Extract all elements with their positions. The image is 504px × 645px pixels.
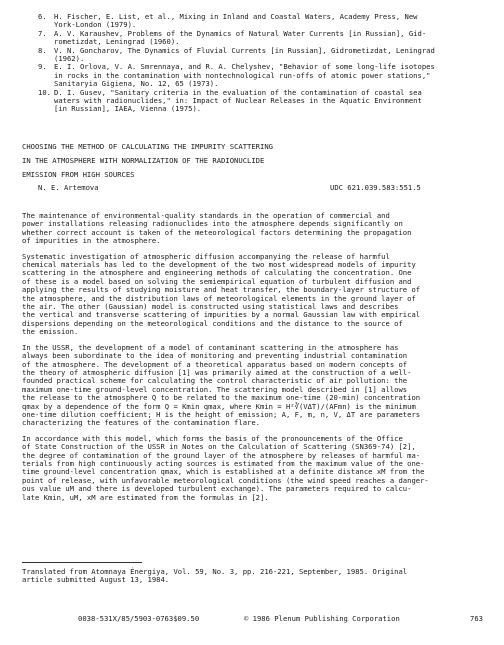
reference-item [38, 47, 478, 64]
issn-code: 0038-531X/85/5903-0763$09.50 [78, 614, 200, 623]
body-paragraph: Systematic investigation of atmospheric diffusion accompanying the release of harmful chemical materials has led to the development of the two most widespread models of impurity scattering in the atmosphere and engineering methods of calculating the concentration. One of these is a model based on solving the semiempirical equation of turbulent diffusion and applying the results of studying moisture and heat transfer, the boundary-layer structure of the atmosphere, and the distribution laws of meteorological elements in the ground layer of the air. The other (Gaussian) model is constructed using statistical laws and describes the vertical and transverse scattering of impurities by a normal Gaussian law with empirical dispersions depending on the meteorological conditions and the distance to the source of the emission. [22, 251, 421, 337]
article-author: N. E. Artemova [38, 183, 99, 192]
page-number: 763 [470, 614, 483, 623]
reference-text: E. I. Orlova, V. A. Smrennaya, and R. A. Chelyshev, "Behavior of some long-life isotopes in rocks in the contamination with nontechnological run-offs of atomic power stations," Sanitaryia Gigiena, No. 12, 65 (1973). [54, 62, 435, 89]
body-paragraph: The maintenance of environmental-quality standards in the operation of commercial and power installations releasing radionuclides into the atmosphere depends significantly on whether correct account is taken of the meteorological factors determining the propagation of impurities in the atmosphere. [22, 211, 412, 246]
reference-number: 10. [38, 87, 51, 97]
udc-code: UDC 621.039.583:551.5 [330, 183, 421, 192]
copyright-notice: © 1986 Plenum Publishing Corporation [244, 614, 400, 623]
reference-number: 9. [38, 62, 47, 72]
reference-text: V. N. Goncharov, The Dynamics of Fluvial Currents [in Russian], Gidrometizdat, Leningrad (1962). [54, 45, 435, 64]
body-paragraph: In accordance with this model, which forms the basis of the pronouncements of the Office of State Construction of the USSR in Notes on the Calculation of Scattering (SN369-74) [2], the degree of contamination of the ground layer of the atmosphere by releases of harmful ma- terials from high continuously acting sources is estimated from the maximum value of the one- time ground-level concentration qmax, which is established at a definite distance xM from the point of release, with unfavorable meteorological conditions (the wind speed reaches a danger- ous value uM and there is developed turbulent exchange). The parameters required to calcu- late Kmin, uM, xM are estimated from the formulas in [2]. [22, 433, 429, 502]
reference-number: 8. [38, 45, 47, 55]
footnote-divider [22, 562, 142, 563]
article-title: CHOOSING THE METHOD OF CALCULATING THE IMPURITY SCATTERING IN THE ATMOSPHERE WITH NORMALIZATION OF THE RADIONUCLIDE EMISSION FROM HIGH SOURCES [22, 142, 273, 179]
reference-list [38, 13, 478, 114]
article-body [22, 212, 484, 509]
reference-number: 6. [38, 12, 47, 21]
reference-text: D. I. Gusev, "Sanitary criteria in the evaluation of the contamination of coastal sea waters with radionuclides," in: Impact of Nuclear Releases in the Aquatic Environment [in Russian], IAEA, Vienna (1975). [54, 87, 422, 114]
reference-item [38, 30, 478, 47]
reference-text: H. Fischer, E. List, et al., Mixing in Inland and Coastal Waters, Academy Press, New York-London (1979). [54, 12, 418, 30]
reference-item [38, 13, 478, 30]
body-paragraph: In the USSR, the development of a model of contaminant scattering in the atmosphere has always been subordinate to the idea of monitoring and preventing industrial contamination of the atmosphere. The development of a theoretical apparatus based on modern concepts of the theory of atmospheric diffusion [1] was primarily aimed at the construction of a well- founded practical scheme for calculating the control characteristic of air pollution: the maximum one-time ground-level concentration. The scattering model described in [1] allows the release to the atmosphere Q to be related to the maximum one-time (20-min) concentration qmax by a dependence of the form Q = Kmin qmax, where Kmin = H²∛(VΔT)/(AFmn) is the minimum one-time dilution coefficient; H is the height of emission; A, F, m, n, V, ΔT are parameters characterizing the features of the contamination flare. [22, 342, 421, 428]
translation-footnote: Translated from Atomnaya Énergiya, Vol. 59, No. 3, pp. 216-221, September, 1985. Original article submitted August 13, 1984. [22, 567, 408, 585]
reference-item [38, 63, 478, 88]
reference-number: 7. [38, 28, 47, 38]
reference-text: A. V. Karaushev, Problems of the Dynamics of Natural Water Currents [in Russian], Gid- rometizdat, Leningrad (1960). [54, 28, 427, 47]
reference-item [38, 89, 478, 114]
